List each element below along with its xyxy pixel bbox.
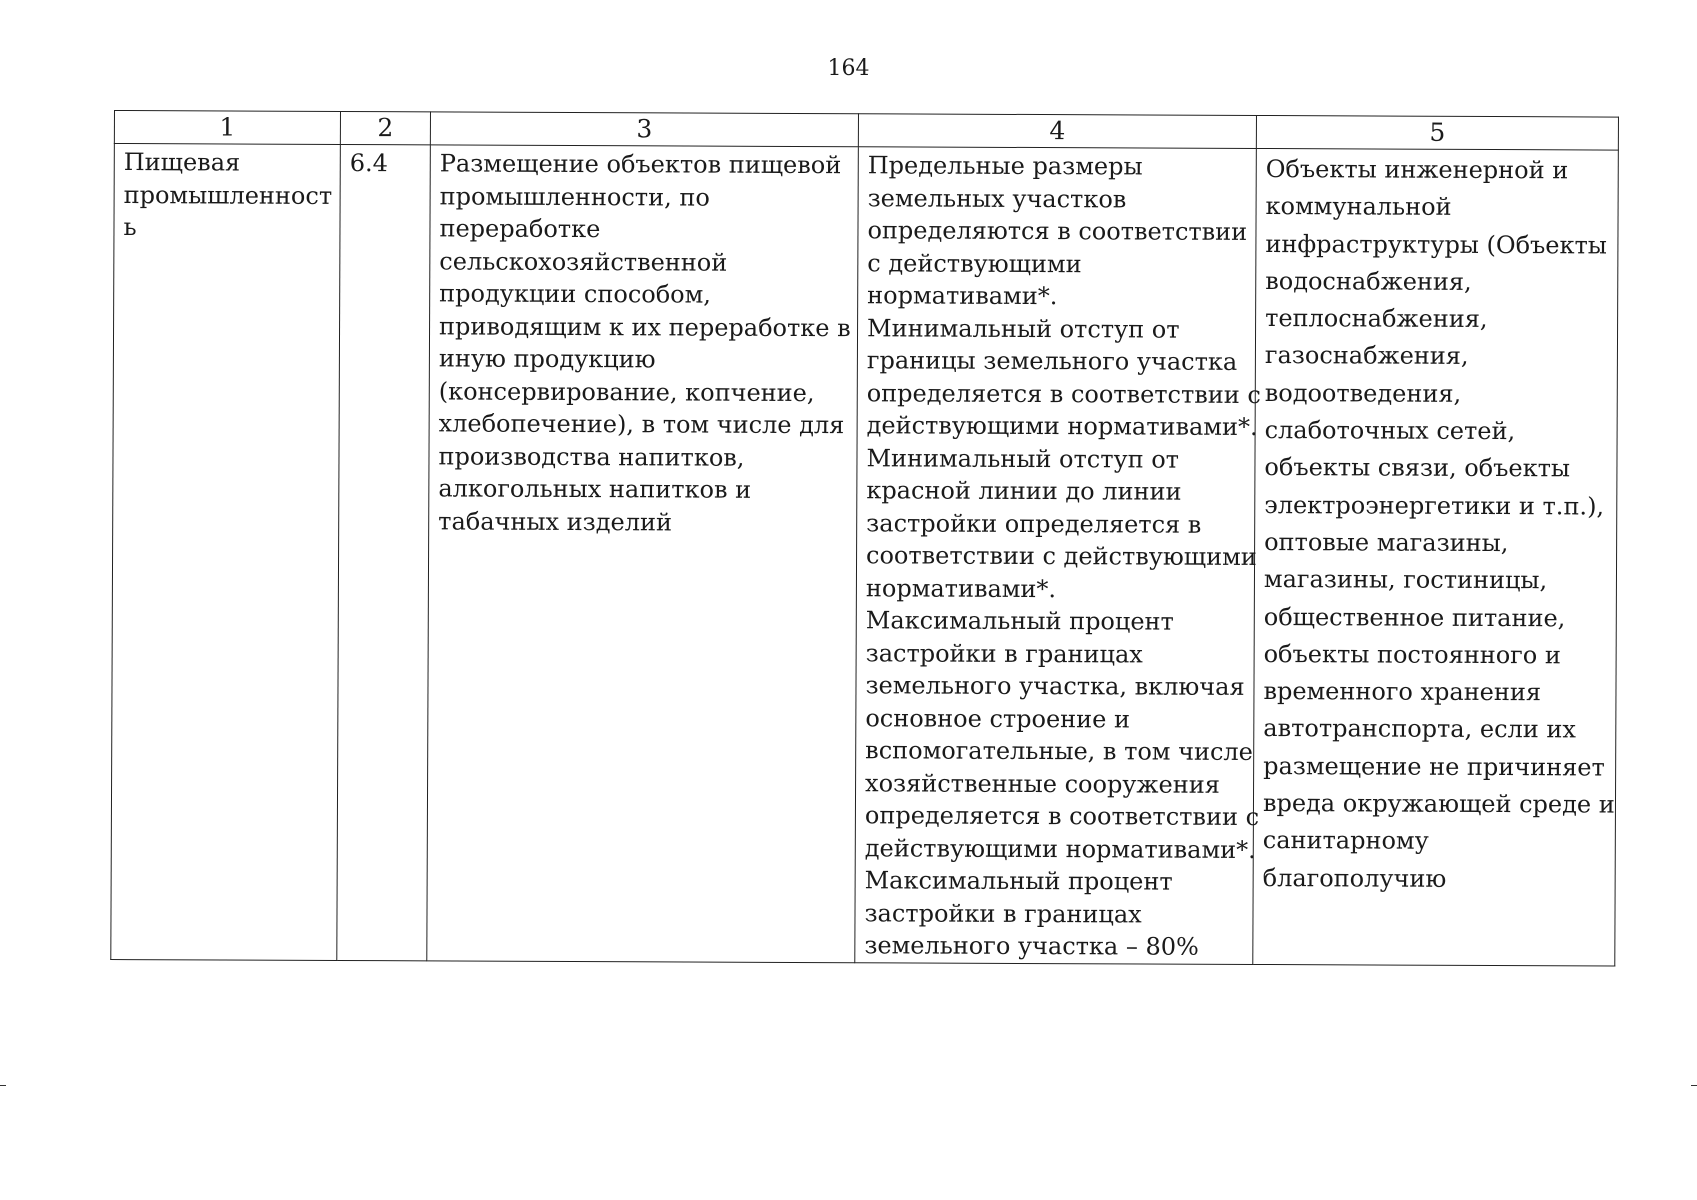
cell-text-line: определяется в соответствии с (864, 801, 1260, 832)
cell-text-line: временного хранения (1263, 677, 1542, 707)
cell-text-line: автотранспорта, если их (1263, 714, 1577, 744)
cell-text-line: нормативами*. (867, 281, 1058, 311)
cell-text-line: производства напитков, (438, 441, 745, 472)
cell-text-line: застройки в границах (864, 898, 1142, 928)
land-use-table (110, 110, 1619, 966)
cell-text-line: красной линии до линии (866, 476, 1182, 506)
cell-text-line: объекты постоянного и (1263, 639, 1561, 670)
cell-text-line: приводящим к их переработке в (438, 311, 851, 342)
cell-text-line: электроэнергетики и т.п.), (1264, 490, 1605, 521)
cell-text-line: застройки в границах (865, 638, 1143, 668)
cell-text-line: санитарному (1262, 826, 1429, 856)
cell-text-line: Минимальный отступ от (866, 313, 1180, 344)
right-edge-mark (1691, 1085, 1697, 1086)
cell-text-line: коммунальной (1265, 192, 1452, 222)
cell-text-line: застройки определяется в (866, 508, 1202, 539)
cell-text-line: промышленности, по (439, 181, 710, 212)
header-col-4: 4 (858, 114, 1256, 149)
cell-text-line: сельскохозяйственной (439, 246, 728, 277)
cell-text-line: земельного участка, включая (865, 671, 1245, 701)
cell-text-line: Предельные размеры (867, 151, 1143, 181)
cell-parameters (855, 147, 1261, 964)
cell-text-line: определяется в соответствии с (866, 378, 1261, 409)
cell-text-line: теплоснабжения, (1265, 304, 1488, 334)
cell-text-line: действующими нормативами*. (866, 411, 1258, 441)
cell-text-line: соответствии с действующими (866, 541, 1257, 571)
cell-text-line: определяются в соответствии (867, 216, 1248, 246)
cell-text-line: табачных изделий (438, 506, 673, 536)
cell-text-line: ь (123, 213, 137, 242)
cell-text-line: газоснабжения, (1264, 341, 1469, 371)
cell-text-line: вспомогательные, в том числе (865, 736, 1253, 766)
cell-text-line: водоснабжения, (1265, 266, 1472, 296)
cell-text-line: хозяйственные сооружения (865, 768, 1220, 799)
cell-text-line: 6.4 (349, 149, 389, 178)
left-edge-mark (0, 1085, 6, 1086)
cell-text-line: Минимальный отступ от (866, 443, 1180, 474)
header-col-2: 2 (340, 111, 430, 144)
cell-text-line: Пищевая (123, 148, 241, 177)
cell-text-line: Максимальный процент (865, 606, 1174, 636)
cell-text-line: продукции способом, (439, 279, 711, 309)
cell-text-line: земельного участка – 80% (864, 931, 1199, 961)
cell-text-line: водоотведения, (1264, 378, 1462, 408)
cell-text-line: оптовые магазины, (1264, 527, 1509, 558)
cell-text-line: Размещение объектов пищевой (439, 149, 842, 180)
header-col-1: 1 (114, 111, 340, 145)
cell-text-line: Объекты инженерной и (1265, 155, 1569, 185)
cell-text-line: с действующими (867, 248, 1082, 278)
cell-use-code (337, 144, 431, 960)
cell-text-line: благополучию (1262, 863, 1447, 893)
cell-text-line: действующими нормативами*. (864, 833, 1256, 864)
cell-use-description (427, 145, 859, 962)
cell-text-line: слаботочных сетей, (1264, 416, 1516, 446)
header-col-3: 3 (430, 112, 858, 147)
cell-text-line: алкогольных напитков и (438, 474, 752, 504)
cell-text-line: магазины, гостиницы, (1263, 565, 1548, 595)
cell-auxiliary-uses (1253, 148, 1619, 965)
page-number: 164 (827, 56, 870, 81)
cell-text-line: земельных участков (867, 183, 1127, 213)
cell-text-line: основное строение и (865, 703, 1131, 733)
cell-text-line: границы земельного участка (866, 346, 1238, 376)
cell-text-line: переработке (439, 214, 601, 244)
cell-text-line: Максимальный процент (864, 866, 1173, 896)
cell-text-line: общественное питание, (1263, 602, 1566, 632)
cell-text-line: хлебопечение), в том числе для (438, 409, 845, 440)
table-row (111, 144, 1619, 966)
cell-text-line: инфраструктуры (Объекты (1265, 229, 1607, 260)
cell-use-type (111, 144, 341, 960)
cell-text-line: (консервирование, копчение, (438, 376, 815, 407)
cell-text-line: объекты связи, объекты (1264, 453, 1571, 483)
cell-text-line: нормативами*. (865, 573, 1057, 603)
cell-text-line: размещение не причиняет (1263, 751, 1605, 782)
cell-text-line: вреда окружающей среде и (1262, 789, 1615, 819)
cell-text-line: иную продукцию (438, 344, 656, 374)
header-col-5: 5 (1256, 115, 1618, 150)
cell-text-line: промышленност (123, 180, 333, 210)
